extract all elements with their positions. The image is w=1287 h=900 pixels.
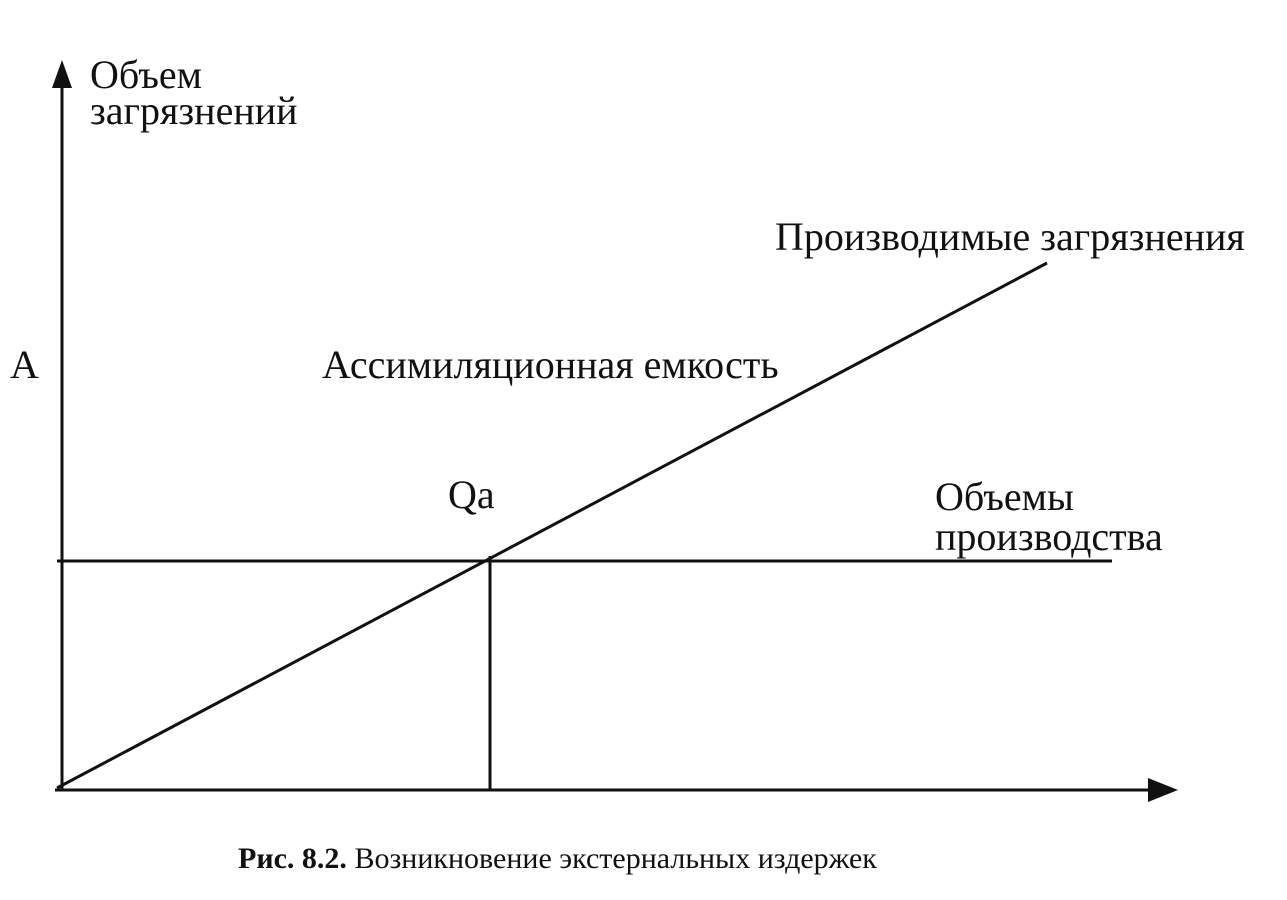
assimilation-capacity-label: Ассимиляционная емкость	[322, 342, 779, 387]
produced-pollution-label: Производимые загрязнения	[775, 214, 1245, 259]
production-volume-label-line1: Объемы	[935, 474, 1074, 519]
y-axis-arrow-icon	[52, 60, 72, 88]
y-axis-label-line1: Объем	[90, 52, 202, 97]
figure-caption-prefix: Рис. 8.2.	[238, 842, 347, 875]
figure-caption	[238, 842, 877, 875]
intersection-label-qa: Qa	[448, 472, 495, 517]
production-volume-label-line2: производства	[935, 514, 1163, 559]
y-axis-label-line2: загрязнений	[90, 88, 298, 133]
y-marker-a: A	[10, 342, 39, 387]
x-axis-arrow-icon	[1148, 778, 1178, 802]
figure-caption-text: Возникновение экстернальных издержек	[346, 842, 877, 875]
